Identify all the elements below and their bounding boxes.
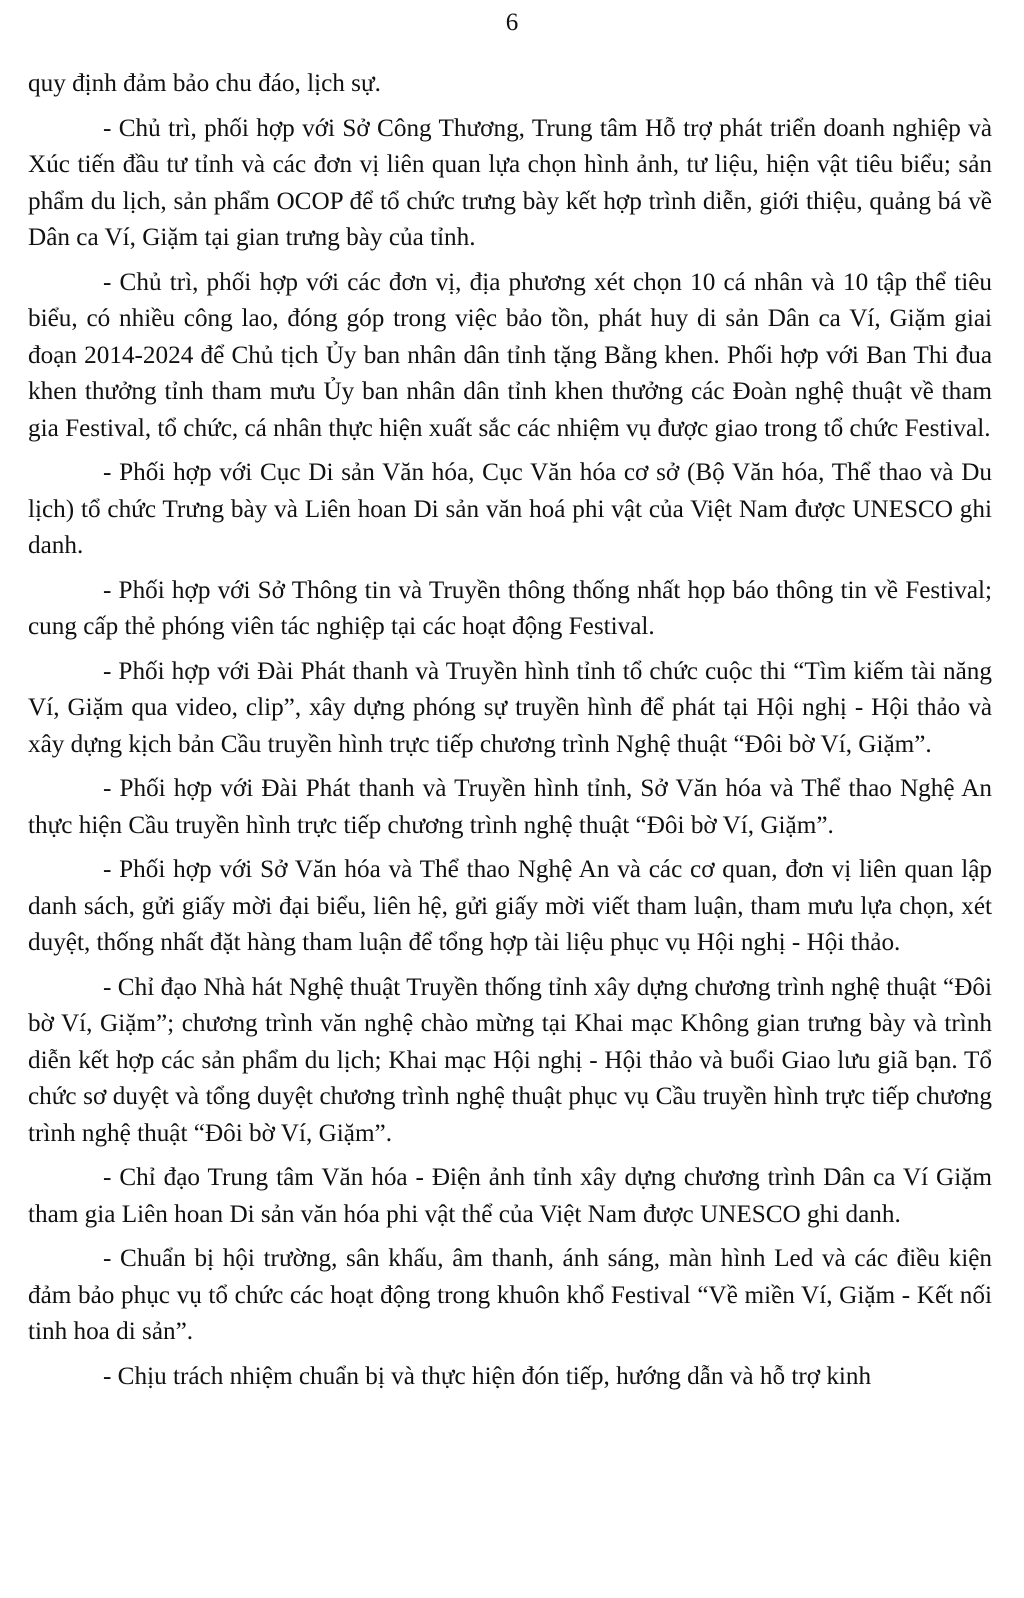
paragraph: - Phối hợp với Đài Phát thanh và Truyền hình tỉnh, Sở Văn hóa và Thể thao Nghệ An thực hiện Cầu truyền hình trực tiếp chương trình nghệ thuật “Đôi bờ Ví, Giặm”. (28, 775, 992, 839)
paragraph: - Phối hợp với Sở Thông tin và Truyền thông thống nhất họp báo thông tin về Festival; cung cấp thẻ phóng viên tác nghiệp tại các hoạt động Festival. (28, 576, 992, 640)
paragraph-continuation: quy định đảm bảo chu đáo, lịch sự. (28, 70, 381, 97)
paragraph: - Phối hợp với Đài Phát thanh và Truyền hình tỉnh tổ chức cuộc thi “Tìm kiếm tài năng Ví, Giặm qua video, clip”, xây dựng phóng sự truyền hình để phát tại Hội nghị - Hội thảo và xây dựng kịch bản Cầu truyền hình trực tiếp chương trình Nghệ thuật “Đôi bờ Ví, Giặm”. (28, 657, 992, 758)
paragraph: - Chỉ đạo Trung tâm Văn hóa - Điện ảnh tỉnh xây dựng chương trình Dân ca Ví Giặm tham gia Liên hoan Di sản văn hóa phi vật thể của Việt Nam được UNESCO ghi danh. (28, 1164, 992, 1228)
paragraph: - Chủ trì, phối hợp với các đơn vị, địa phương xét chọn 10 cá nhân và 10 tập thể tiêu biểu, có nhiều công lao, đóng góp trong việc bảo tồn, phát huy di sản Dân ca Ví, Giặm giai đoạn 2014-2024 để Chủ tịch Ủy ban nhân dân tỉnh tặng Bằng khen. Phối hợp với Ban Thi đua khen thưởng tỉnh tham mưu Ủy ban nhân dân tỉnh khen thưởng các Đoàn nghệ thuật về tham gia Festival, tổ chức, cá nhân thực hiện xuất sắc các nhiệm vụ được giao trong tổ chức Festival. (28, 268, 992, 442)
document-body (28, 66, 992, 1403)
page-number: 6 (505, 9, 519, 36)
paragraph: - Chuẩn bị hội trường, sân khấu, âm thanh, ánh sáng, màn hình Led và các điều kiện đảm bảo phục vụ tổ chức các hoạt động trong khuôn khổ Festival “Về miền Ví, Giặm - Kết nối tinh hoa di sản”. (28, 1245, 992, 1345)
paragraph-truncated: - Chịu trách nhiệm chuẩn bị và thực hiện đón tiếp, hướng dẫn và hỗ trợ kinh (103, 1362, 872, 1390)
paragraph: - Chủ trì, phối hợp với Sở Công Thương, Trung tâm Hỗ trợ phát triển doanh nghiệp và Xúc tiến đầu tư tỉnh và các đơn vị liên quan lựa chọn hình ảnh, tư liệu, hiện vật tiêu biểu; sản phẩm du lịch, sản phẩm OCOP để tổ chức trưng bày kết hợp trình diễn, giới thiệu, quảng bá về Dân ca Ví, Giặm tại gian trưng bày của tỉnh. (28, 114, 992, 251)
paragraph: - Phối hợp với Cục Di sản Văn hóa, Cục Văn hóa cơ sở (Bộ Văn hóa, Thể thao và Du lịch) tổ chức Trưng bày và Liên hoan Di sản văn hoá phi vật của Việt Nam được UNESCO ghi danh. (28, 459, 992, 559)
paragraph: - Phối hợp với Sở Văn hóa và Thể thao Nghệ An và các cơ quan, đơn vị liên quan lập danh sách, gửi giấy mời đại biểu, liên hệ, gửi giấy mời viết tham luận, tham mưu lựa chọn, xét duyệt, thống nhất đặt hàng tham luận để tổng hợp tài liệu phục vụ Hội nghị - Hội thảo. (28, 856, 992, 956)
paragraph: - Chỉ đạo Nhà hát Nghệ thuật Truyền thống tỉnh xây dựng chương trình nghệ thuật “Đôi bờ Ví, Giặm”; chương trình văn nghệ chào mừng tại Khai mạc Không gian trưng bày và trình diễn kết hợp các sản phẩm du lịch; Khai mạc Hội nghị - Hội thảo và buổi Giao lưu giã bạn. Tổ chức sơ duyệt và tổng duyệt chương trình nghệ thuật phục vụ Cầu truyền hình trực tiếp chương trình nghệ thuật “Đôi bờ Ví, Giặm”. (28, 973, 992, 1147)
